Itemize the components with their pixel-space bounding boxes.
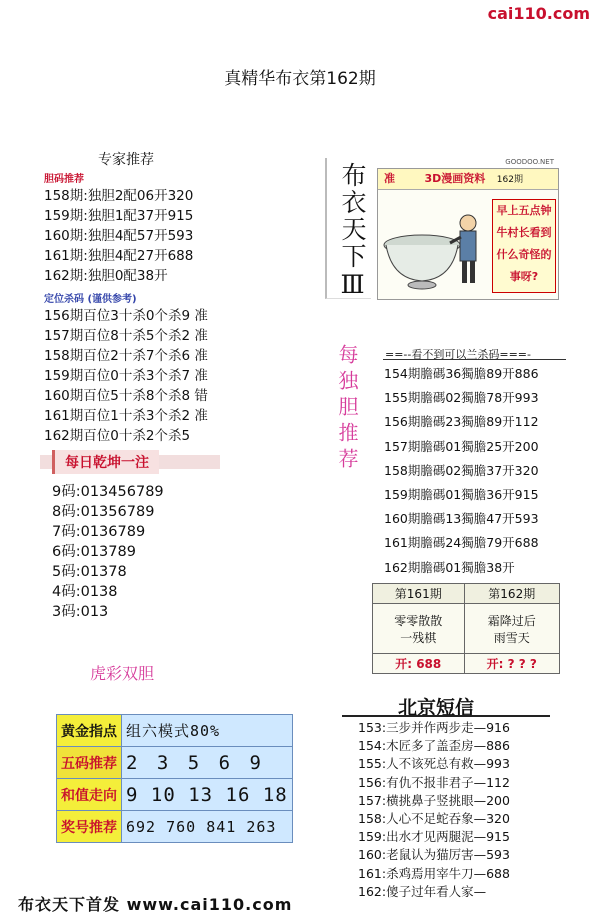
site-logo[interactable]: cai110.com: [487, 4, 590, 23]
list-item: 158期膽碼02獨膽37开320: [384, 462, 539, 478]
list-item: 156期百位3十杀0个杀9 准: [44, 308, 208, 324]
single-dan-rule: [383, 359, 566, 360]
period-left-text: [373, 604, 465, 654]
cartoon-title: 3D漫画资料: [424, 172, 486, 185]
list-item: 160期膽碼13獨膽47开593: [384, 511, 539, 527]
list-item: 154:木匠多了盖歪房—886: [358, 738, 510, 754]
list-item: 160期:独胆4配57开593: [44, 228, 194, 244]
cartoon-header: [378, 169, 558, 190]
gold-label: 黄金指点: [57, 715, 122, 747]
list-item: 7码:0136789: [52, 524, 146, 540]
list-item: 4码:0138: [52, 584, 118, 600]
list-item: 9码:013456789: [52, 484, 164, 500]
expert-heading: 专家推荐: [98, 152, 154, 168]
table-row: [373, 654, 560, 674]
list-item: 153:三步并作两步走—916: [358, 720, 510, 735]
beijing-list: [358, 719, 510, 901]
gold-value: 组六模式80%: [122, 715, 293, 747]
list-item: 5码:01378: [52, 564, 127, 580]
single-dan-vertical: 每独胆推荐: [335, 344, 359, 474]
list-item: 158:人心不足蛇吞象—320: [358, 811, 510, 827]
gold-table: [56, 714, 293, 843]
list-item: 159期:独胆1配37开915: [44, 208, 194, 224]
gold-value: 9 10 13 16 18: [122, 779, 293, 811]
gold-value: 692 760 841 263: [122, 811, 293, 843]
cartoon-speech: [492, 199, 556, 293]
list-item: 159期膽碼01獨膽36开915: [384, 487, 539, 503]
list-item: 159:出水才见两腿泥—915: [358, 829, 510, 845]
period-text-line: 零零散散: [394, 613, 443, 628]
list-item: 161:杀鸡焉用宰牛刀—688: [358, 865, 510, 881]
list-item: 8码:01356789: [52, 504, 155, 520]
period-text-line: 雨雪天: [493, 630, 530, 645]
list-item: 162期百位0十杀2个杀5: [44, 428, 191, 444]
cartoon-illustration: [380, 193, 490, 293]
list-item: 154期膽碼36獨膽89开886: [384, 366, 539, 381]
single-dan-list: [384, 362, 539, 580]
cartoon-small: GOODOO.NET: [505, 158, 554, 166]
footer-text: 布衣天下首发 www.cai110.com: [18, 895, 293, 914]
pos-label: 定位杀码 (谨供参考): [44, 294, 137, 305]
tiger-heading: 虎彩双胆: [90, 664, 155, 683]
single-dan-heading: ==--看不到可以兰杀码===-: [385, 348, 531, 361]
daily-list: [52, 482, 164, 622]
speech-line: 事呀?: [509, 270, 539, 283]
list-item: 3码:013: [52, 604, 109, 620]
list-item: 158期:独胆2配06开320: [44, 188, 194, 204]
table-row: [57, 747, 293, 779]
beijing-heading: 北京短信: [398, 697, 475, 719]
cartoon-issue: 162期: [496, 175, 523, 185]
list-item: 155期膽碼02獨膽78开993: [384, 390, 539, 406]
list-item: 161期膽碼24獨膽79开688: [384, 535, 539, 551]
period-left-head: 第161期: [373, 584, 465, 604]
list-item: 157期膽碼01獨膽25开200: [384, 438, 539, 454]
cartoon-tag: 准: [384, 172, 395, 185]
list-item: 162期:独胆0配38开: [44, 268, 168, 284]
pos-list: [44, 306, 208, 446]
table-row: [373, 604, 560, 654]
beijing-rule: [342, 715, 550, 717]
brand-vertical: 布衣天下Ⅲ: [338, 162, 367, 301]
table-row: [57, 811, 293, 843]
list-item: 6码:013789: [52, 544, 136, 560]
gold-label: 奖号推荐: [57, 811, 122, 843]
period-text-line: 一残棋: [400, 630, 437, 645]
gold-value: 2 3 5 6 9: [122, 747, 293, 779]
dan-list: [44, 186, 193, 286]
list-item: 160期百位5十杀8个杀8 错: [44, 388, 208, 404]
list-item: 162:傻子过年看人家—: [358, 883, 487, 899]
list-item: 157期百位8十杀5个杀2 准: [44, 328, 208, 344]
page-title: 真精华布衣第162期: [224, 69, 376, 89]
list-item: 156:有仇不报非君子—112: [358, 774, 510, 790]
daily-heading: 每日乾坤一注: [52, 450, 159, 474]
speech-line: 什么奇怪的: [496, 248, 552, 261]
brand-frame: [325, 158, 371, 299]
list-item: 157:横挑鼻子竖挑眼—200: [358, 792, 510, 808]
list-item: 155:人不该死总有救—993: [358, 756, 510, 772]
table-row: [57, 779, 293, 811]
list-item: 158期百位2十杀7个杀6 准: [44, 348, 208, 364]
period-right-text: [464, 604, 559, 654]
table-row: [57, 715, 293, 747]
period-left-open: 开: 688: [373, 654, 465, 674]
dan-label: 胆码推荐: [44, 174, 84, 185]
list-item: 161期:独胆4配27开688: [44, 248, 194, 264]
gold-label: 和值走向: [57, 779, 122, 811]
gold-label: 五码推荐: [57, 747, 122, 779]
list-item: 159期百位0十杀3个杀7 准: [44, 368, 208, 384]
table-row: [373, 584, 560, 604]
list-item: 156期膽碼23獨膽89开112: [384, 414, 539, 430]
speech-line: 早上五点钟: [496, 204, 552, 217]
list-item: 160:老鼠认为猫厉害—593: [358, 847, 510, 863]
speech-line: 牛村长看到: [496, 226, 552, 239]
list-item: 161期百位1十杀3个杀2 准: [44, 408, 208, 424]
period-right-head: 第162期: [464, 584, 559, 604]
period-right-open: 开: ? ? ?: [464, 654, 559, 674]
list-item: 162期膽碼01獨膽38开: [384, 559, 515, 575]
periods-table: [372, 583, 560, 674]
cartoon-panel: [377, 158, 559, 300]
period-text-line: 霜降过后: [487, 613, 536, 628]
